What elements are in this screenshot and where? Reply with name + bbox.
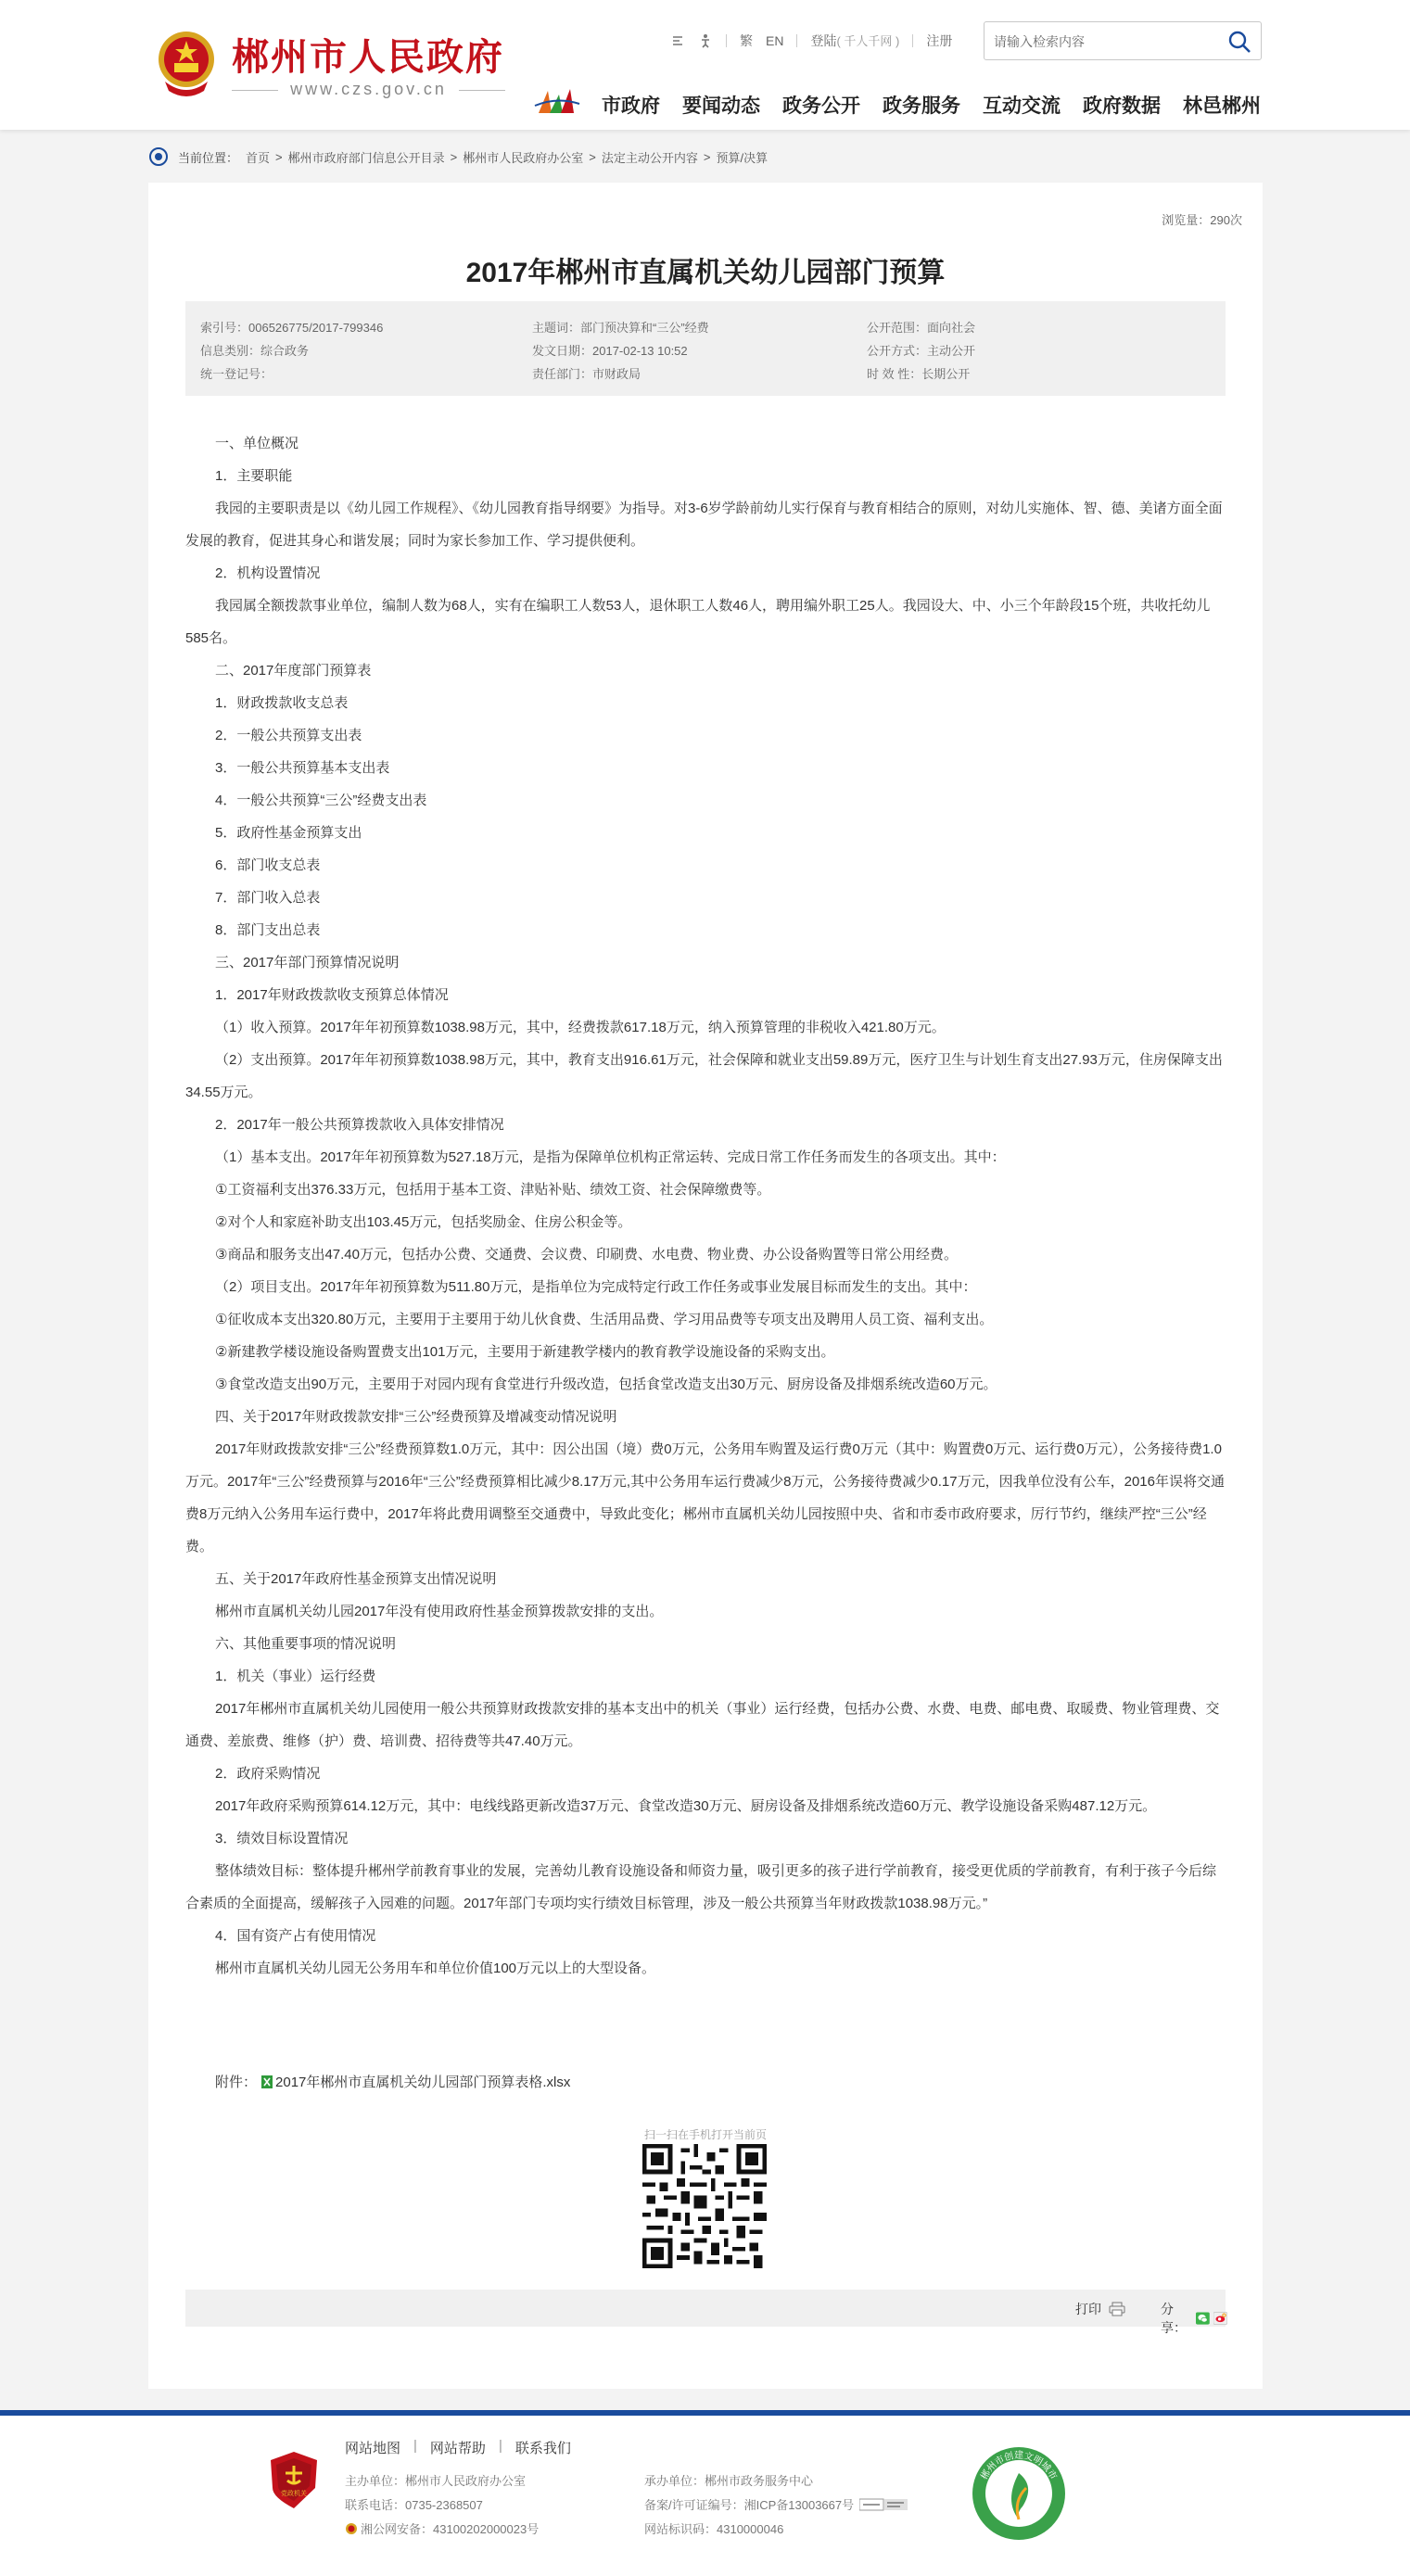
wechat-icon[interactable] — [1196, 2311, 1210, 2326]
divider — [912, 34, 913, 47]
page-title: 2017年郴州市直属机关幼儿园部门预算 — [465, 258, 946, 288]
qr-caption: 扫一扫在手机打开当前页 — [643, 2128, 767, 2141]
paragraph: （2）项目支出。2017年年初预算数为511.80万元，是指单位为完成特定行政工作任务或事业发展目标而发生的支出。其中： — [215, 1279, 977, 1295]
footer-phone: 联系电话：0735-2368507 — [345, 2498, 483, 2512]
paragraph: 一、单位概况 — [215, 436, 299, 451]
paragraph: 2017年郴州市直属机关幼儿园使用一般公共预算财政拨款安排的基本支出中的机关（事业）运行经费，包括办公费、水费、电费、邮电费、取暖费、物业管理费、交通费、差旅费、维修（护）费、培训费、招待费等共47.40万元。 — [185, 1701, 1220, 1749]
divider — [796, 34, 797, 47]
print-label: 打印 — [1075, 2302, 1101, 2316]
paragraph: 郴州市直属机关幼儿园无公务用车和单位价值100万元以上的大型设备。 — [215, 1961, 656, 1976]
breadcrumb-label: 当前位置： — [178, 150, 239, 165]
site-footer — [0, 2410, 1410, 2576]
paragraph: 2．政府采购情况 — [215, 1766, 321, 1782]
paragraph: 郴州市直属机关幼儿园2017年没有使用政府性基金预算拨款安排的支出。 — [215, 1604, 664, 1619]
cnzz-stat-icon[interactable] — [859, 2498, 908, 2511]
login-label: 登陆 — [810, 33, 837, 48]
paragraph: 5．政府性基金预算支出 — [215, 825, 362, 841]
footer-site-code: 网站标识码：4310000046 — [644, 2522, 784, 2536]
printer-icon — [1109, 2302, 1125, 2316]
paragraph: ②对个人和家庭补助支出103.45万元，包括奖励金、住房公积金等。 — [215, 1214, 632, 1230]
nav-item-interaction[interactable]: 互动交流 — [983, 95, 1061, 117]
breadcrumb-home[interactable]: 首页 — [246, 150, 271, 165]
register-link[interactable]: 注册 — [926, 33, 953, 48]
paragraph: ②新建教学楼设施设备购置费支出101万元，主要用于新建教学楼内的教育教学设施设备的采购支出。 — [215, 1344, 835, 1360]
site-url: www.czs.gov.cn — [232, 80, 505, 99]
accessibility-icon[interactable] — [698, 33, 713, 48]
paragraph: 整体绩效目标：整体提升郴州学前教育事业的发展，完善幼儿教育设施设备和师资力量，吸引更多的孩子进行学前教育，接受更优质的学前教育，有利于孩子今后综合素质的全面提高，缓解孩子入园难的问题。2017年部门专项均实行绩效目标管理，涉及一般公共预算当年财政拨款1038.98万元。” — [185, 1863, 1217, 1911]
paragraph: 五、关于2017年政府性基金预算支出情况说明 — [215, 1571, 497, 1587]
paragraph: 7．部门收入总表 — [215, 890, 321, 906]
article-body — [185, 427, 1226, 1985]
breadcrumb — [148, 145, 768, 169]
paragraph: 8．部门支出总表 — [215, 922, 321, 938]
search-box — [984, 21, 1262, 60]
footer-links — [345, 2438, 571, 2457]
help-link[interactable]: 网站帮助 — [429, 2441, 486, 2456]
badge-text: 郴州市创建文明城市 — [979, 2451, 1059, 2482]
nav-item-government[interactable]: 市政府 — [602, 95, 660, 117]
national-emblem-icon[interactable] — [152, 24, 221, 102]
breadcrumb-office[interactable]: 郴州市人民政府办公室 — [463, 150, 584, 165]
paragraph: 我园的主要职责是以《幼儿园工作规程》、《幼儿园教育指导纲要》为指导。对3-6岁学龄前幼儿实行保育与教育相结合的原则，对幼儿实施体、智、德、美诸方面全面发展的教育，促进其身心和谐发展；同时为家长参加工作、学习提供便利。 — [185, 501, 1223, 549]
print-button[interactable] — [1075, 2300, 1125, 2318]
divider: | — [498, 2438, 502, 2454]
site-title[interactable]: 郴州市人民政府 — [232, 36, 504, 78]
nav-item-data[interactable]: 政府数据 — [1083, 95, 1161, 117]
paragraph: ③商品和服务支出47.40万元，包括办公费、交通费、会议费、印刷费、水电费、物业费、办公设备购置等日常公用经费。 — [215, 1247, 958, 1263]
paragraph: 我园属全额拨款事业单位，编制人数为68人，实有在编职工人数53人，退休职工人数46人，聘用编外职工25人。我园设大、中、小三个年龄段15个班，共收托幼儿585名。 — [185, 598, 1211, 646]
footer-police — [345, 2519, 539, 2537]
paragraph: 3．一般公共预算基本支出表 — [215, 760, 390, 776]
paragraph: 6．部门收支总表 — [215, 857, 321, 873]
paragraph: 四、关于2017年财政拨款安排“三公”经费预算及增减变动情况说明 — [215, 1409, 617, 1425]
paragraph: 三、2017年部门预算情况说明 — [215, 955, 400, 971]
police-link[interactable]: 湘公网安备：43100202000023号 — [361, 2522, 540, 2536]
paragraph: （1）收入预算。2017年年初预算数1038.98万元，其中，经费拨款617.18万元，纳入预算管理的非税收入421.80万元。 — [215, 1020, 946, 1035]
breadcrumb-budget[interactable]: 预算/决算 — [716, 150, 769, 165]
site-header — [0, 0, 1410, 130]
meta-validity: 时 效 性：长期公开 — [867, 367, 971, 381]
nav-item-services[interactable]: 政务服务 — [883, 95, 960, 117]
paragraph: （1）基本支出。2017年年初预算数为527.18万元，是指为保障单位机构正常运转、完成日常工作任务而发生的各项支出。其中： — [215, 1149, 1006, 1165]
paragraph: 1．财政拨款收支总表 — [215, 695, 349, 711]
login-note: ( 千人千网 ) — [836, 34, 900, 48]
top-links — [670, 32, 952, 50]
party-govt-logo-icon[interactable] — [269, 2451, 319, 2508]
paragraph: 1．机关（事业）运行经费 — [215, 1669, 376, 1684]
breadcrumb-directory[interactable]: 郴州市政府部门信息公开目录 — [287, 150, 445, 165]
meta-reg-no: 统一登记号： — [200, 367, 273, 381]
share-label: 分享： — [1161, 2302, 1187, 2335]
attachment-label: 附件： — [215, 2075, 258, 2090]
traditional-chinese-link[interactable]: 繁 — [740, 33, 753, 48]
share-bar — [185, 2290, 1226, 2335]
paragraph: ③食堂改造支出90万元，主要用于对园内现有食堂进行升级改造，包括食堂改造支出30万元、厨房设备及排烟系统改造60万元。 — [215, 1377, 997, 1392]
paragraph: 1．主要职能 — [215, 468, 293, 484]
divider: | — [413, 2438, 417, 2454]
paragraph: 1．2017年财政拨款收支预算总体情况 — [215, 987, 449, 1003]
meta-method: 公开方式：主动公开 — [867, 344, 976, 358]
location-pin-icon — [148, 146, 169, 167]
icp-link[interactable]: 备案/许可证编号：湘ICP备13003667号 — [644, 2498, 855, 2512]
nav-item-news[interactable]: 要闻动态 — [682, 95, 760, 117]
breadcrumb-separator: > — [589, 149, 596, 164]
paragraph: 2．机构设置情况 — [215, 565, 321, 581]
qr-code-icon — [642, 2144, 767, 2268]
meta-topic: 主题词：部门预决算和“三公”经费 — [532, 321, 709, 335]
meta-category: 信息类别：综合政务 — [200, 344, 310, 358]
attachment — [215, 2072, 570, 2091]
elder-mode-icon[interactable] — [670, 33, 685, 48]
attachment-link[interactable]: 2017年郴州市直属机关幼儿园部门预算表格.xlsx — [275, 2075, 571, 2090]
divider — [726, 34, 727, 47]
document-meta — [185, 301, 1226, 396]
paragraph: 4．国有资产占有使用情况 — [215, 1928, 376, 1944]
view-count: 浏览量：290次 — [1162, 213, 1242, 227]
paragraph: 六、其他重要事项的情况说明 — [215, 1636, 397, 1652]
search-icon[interactable] — [1227, 30, 1251, 54]
breadcrumb-separator: > — [450, 149, 458, 164]
weibo-icon[interactable] — [1213, 2311, 1227, 2326]
paragraph: ①工资福利支出376.33万元，包括用于基本工资、津贴补贴、绩效工资、社会保障缴费等。 — [215, 1182, 771, 1198]
breadcrumb-public-content[interactable]: 法定主动公开内容 — [601, 150, 698, 165]
sitemap-link[interactable]: 网站地图 — [345, 2441, 401, 2456]
meta-scope: 公开范围：面向社会 — [867, 321, 976, 335]
article-panel — [148, 183, 1263, 2389]
contact-link[interactable]: 联系我们 — [514, 2441, 571, 2456]
paragraph: ①征收成本支出320.80万元，主要用于主要用于幼儿伙食费、生活用品费、学习用品费等专项支出及聘用人员工资、福利支出。 — [215, 1312, 994, 1327]
paragraph: 3．绩效目标设置情况 — [215, 1831, 349, 1846]
english-link[interactable]: EN — [766, 33, 784, 48]
paragraph: 二、2017年度部门预算表 — [215, 663, 372, 679]
nav-item-linyi[interactable]: 林邑郴州 — [1183, 95, 1261, 117]
police-badge-icon — [345, 2522, 358, 2535]
search-input[interactable] — [994, 32, 1216, 52]
excel-file-icon — [260, 2075, 273, 2089]
paragraph: 4．一般公共预算“三公”经费支出表 — [215, 793, 427, 808]
share-group — [1161, 2300, 1227, 2337]
meta-dept: 责任部门：市财政局 — [532, 367, 641, 381]
footer-host: 主办单位：郴州市人民政府办公室 — [345, 2474, 527, 2488]
meta-index-no: 索引号：006526775/2017-799346 — [200, 321, 384, 335]
paragraph: 2．一般公共预算支出表 — [215, 728, 362, 743]
main-nav — [602, 91, 1261, 119]
login-link[interactable] — [810, 32, 899, 50]
nav-decor-icon — [533, 85, 581, 119]
paragraph: 2．2017年一般公共预算拨款收入具体安排情况 — [215, 1117, 504, 1133]
meta-date: 发文日期：2017-02-13 10:52 — [532, 344, 688, 358]
paragraph: 2017年政府采购预算614.12万元，其中：电线线路更新改造37万元、食堂改造30万元、厨房设备及排烟系统改造60万元、教学设施设备采购487.12万元。 — [215, 1798, 1157, 1814]
logo-text: 党政机关 — [281, 2490, 307, 2497]
paragraph: （2）支出预算。2017年年初预算数1038.98万元，其中，教育支出916.61万元，社会保障和就业支出59.89万元，医疗卫生与计划生育支出27.93万元，住房保障支出34.55万元。 — [185, 1052, 1223, 1100]
nav-item-public-info[interactable]: 政务公开 — [782, 95, 860, 117]
footer-organizer: 承办单位：郴州市政务服务中心 — [644, 2474, 814, 2488]
breadcrumb-separator: > — [275, 149, 283, 164]
footer-icp — [644, 2495, 908, 2513]
paragraph: 2017年财政拨款安排“三公”经费预算数1.0万元，其中：因公出国（境）费0万元，公务用车购置及运行费0万元（其中：购置费0万元、运行费0万元），公务接待费1.0万元。2017年“三公”经费预算与2016年“三公”经费预算相比减少8.17万元,其中公务用车运行费减少8万元，公务接待费减少0.17万元，因我单位没有公车，2016年误将交通费8万元纳入公务用车运行费中，2017年将此费用调整至交通费中，导致此变化；郴州市直属机关幼儿园按照中央、省和市委市政府要求，厉行节约，继续严控“三公”经费。 — [185, 1441, 1225, 1554]
civilized-city-badge-icon[interactable] — [971, 2445, 1067, 2542]
breadcrumb-separator: > — [703, 149, 711, 164]
